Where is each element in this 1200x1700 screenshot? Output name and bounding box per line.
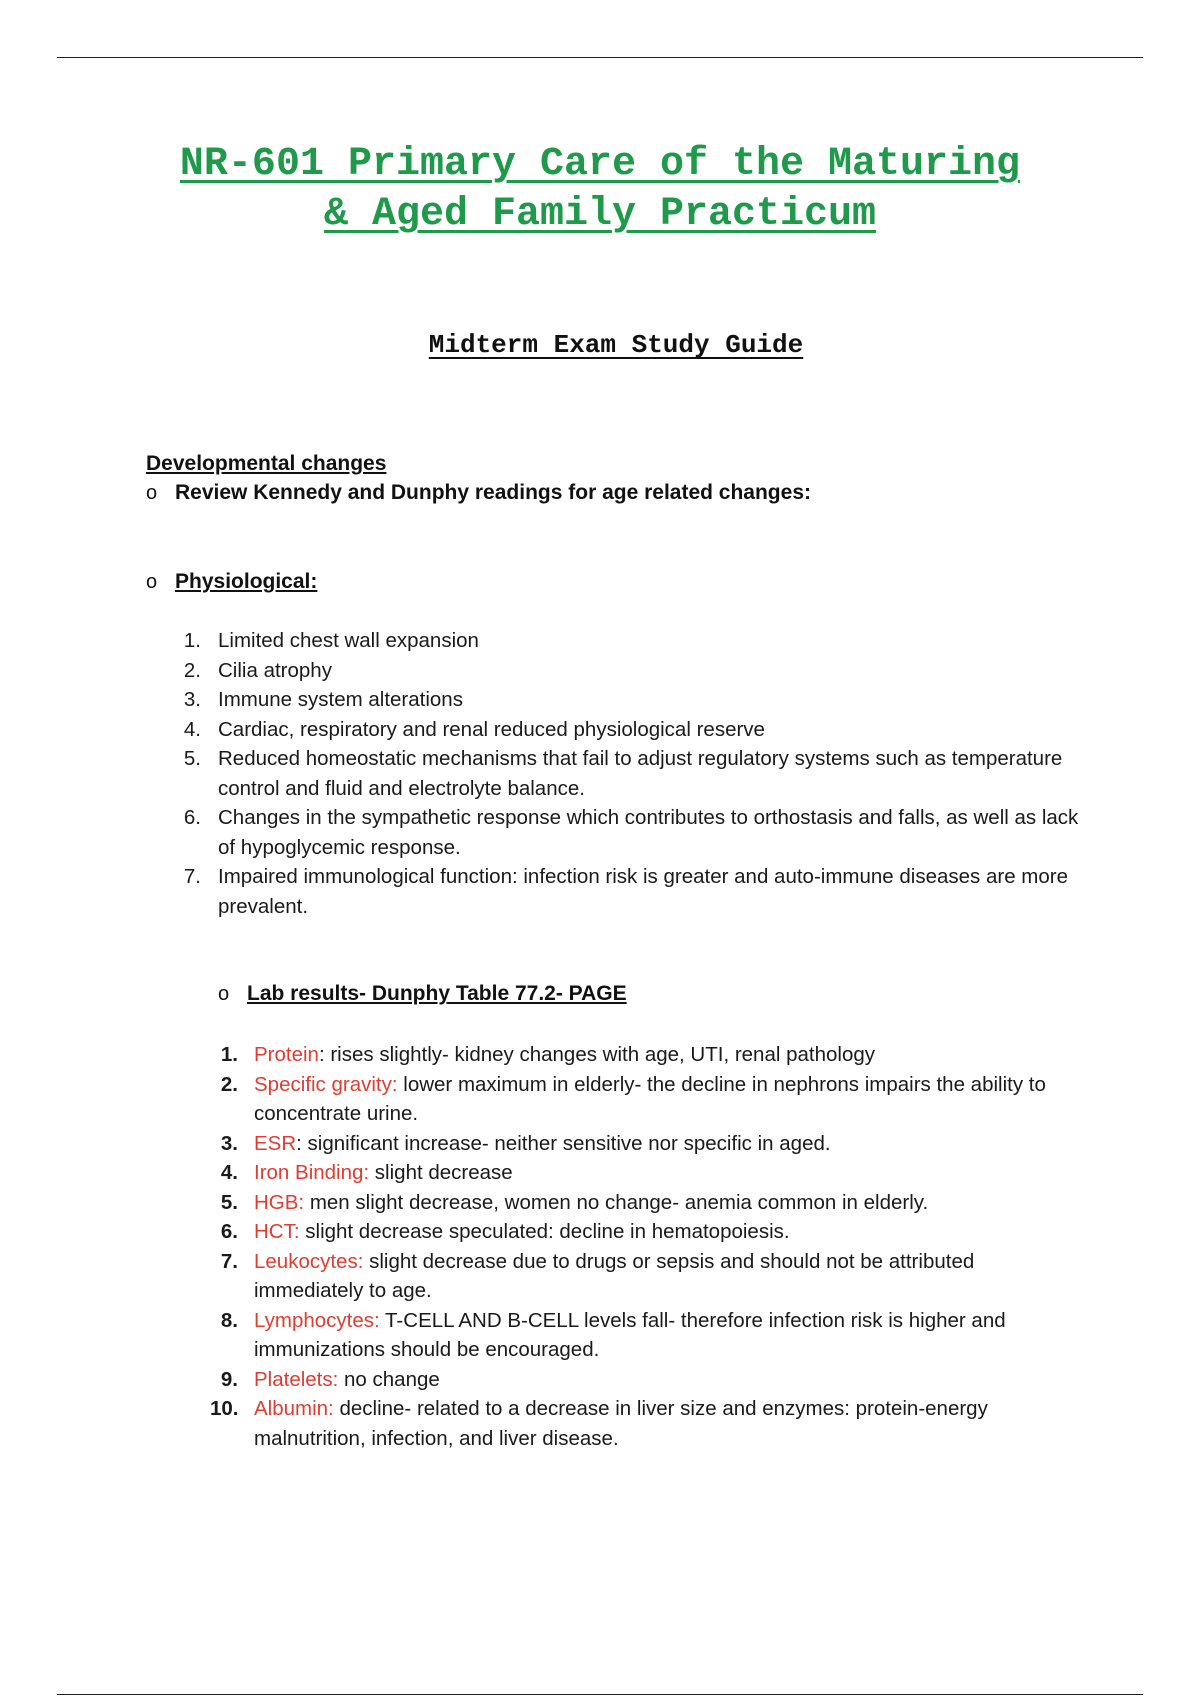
lab-description: T-CELL AND B-CELL levels fall- therefore infection risk is higher and immunizations should be encouraged. [254, 1308, 1006, 1361]
list-item [174, 656, 1094, 686]
lab-results-list [210, 1040, 1060, 1453]
bottom-rule [57, 1694, 1143, 1695]
title-line-2: & Aged Family Practicum [323, 192, 877, 237]
lab-description: slight decrease [369, 1161, 513, 1184]
item-text [254, 1394, 1060, 1453]
item-number: 5. [183, 747, 201, 770]
item-number: 8. [220, 1308, 238, 1332]
item-number: 1. [183, 629, 201, 652]
item-text [254, 1188, 1060, 1218]
item-number: 4. [220, 1161, 238, 1184]
item-text: Changes in the sympathetic response which contributes to orthostasis and falls, as well as lack of hypoglycemic response. [218, 806, 1079, 859]
lab-results-bullet [218, 982, 627, 1006]
review-bullet [146, 481, 811, 505]
item-number: 3. [183, 688, 201, 711]
item-number: 1. [220, 1043, 238, 1066]
item-text [254, 1365, 1060, 1395]
lab-description: : rises slightly- kidney changes with age, UTI, renal pathology [318, 1043, 876, 1066]
item-text: Limited chest wall expansion [218, 629, 479, 652]
list-item [174, 685, 1094, 715]
lab-term: HCT: [254, 1220, 300, 1243]
lab-term: Platelets: [254, 1367, 339, 1391]
item-text [254, 1070, 1060, 1129]
list-item [174, 626, 1094, 656]
lab-term: Albumin: [254, 1397, 334, 1420]
hollow-bullet-icon: o [218, 983, 230, 1005]
lab-term: Specific gravity: [254, 1072, 398, 1096]
item-number: 3. [220, 1131, 238, 1155]
hollow-bullet-icon: o [146, 571, 158, 593]
lab-term: Lymphocytes: [254, 1308, 380, 1332]
top-rule [57, 57, 1143, 58]
item-text: Reduced homeostatic mechanisms that fail to adjust regulatory systems such as temperature control and fluid and electrolyte balance. [218, 747, 1063, 800]
lab-term: Leukocytes: [254, 1249, 364, 1273]
list-item [210, 1158, 1060, 1188]
item-text [254, 1040, 1060, 1070]
item-number: 2. [183, 658, 201, 682]
review-text: Review Kennedy and Dunphy readings for age related changes: [175, 481, 811, 504]
lab-description: lower maximum in elderly- the decline in nephrons impairs the ability to concentrate urine. [254, 1072, 1046, 1125]
item-number: 9. [220, 1367, 238, 1391]
lab-description: men slight decrease, women no change- anemia common in elderly. [304, 1190, 929, 1214]
item-number: 6. [220, 1220, 238, 1243]
list-item [174, 862, 1094, 921]
list-item [210, 1247, 1060, 1306]
lab-description: no change [338, 1367, 440, 1391]
list-item [210, 1365, 1060, 1395]
item-text: Cilia atrophy [218, 658, 332, 682]
item-number: 5. [220, 1190, 238, 1214]
item-number: 10. [210, 1397, 239, 1420]
lab-description: : significant increase- neither sensitive nor specific in aged. [296, 1131, 831, 1155]
list-item [174, 744, 1094, 803]
lab-term: Protein [254, 1043, 319, 1066]
list-item [210, 1306, 1060, 1365]
item-text [254, 1217, 1060, 1247]
lab-term: ESR [254, 1131, 297, 1155]
hollow-bullet-icon: o [146, 482, 158, 504]
document-title [0, 140, 1200, 240]
item-number: 6. [183, 806, 201, 829]
lab-results-label: Lab results- Dunphy Table 77.2- PAGE [247, 982, 627, 1005]
list-item [210, 1217, 1060, 1247]
item-text: Cardiac, respiratory and renal reduced physiological reserve [218, 717, 765, 741]
title-line-1: NR-601 Primary Care of the Maturing [179, 142, 1021, 187]
list-item [210, 1394, 1060, 1453]
lab-description: decline- related to a decrease in liver size and enzymes: protein-energy malnutrition, infection, and liver disease. [254, 1397, 988, 1450]
list-item [174, 715, 1094, 745]
item-text [254, 1129, 1060, 1159]
item-text: Impaired immunological function: infection risk is greater and auto-immune diseases are more prevalent. [218, 865, 1069, 918]
list-item [210, 1070, 1060, 1129]
lab-description: slight decrease speculated: decline in hematopoiesis. [299, 1220, 790, 1243]
physiological-label: Physiological: [175, 570, 318, 593]
physiological-bullet [146, 570, 317, 594]
document-subtitle [0, 330, 1200, 360]
list-item [210, 1188, 1060, 1218]
physiological-list [174, 626, 1094, 921]
item-text: Immune system alterations [218, 688, 463, 711]
item-number: 7. [220, 1249, 238, 1273]
list-item [174, 803, 1094, 862]
lab-term: HGB: [254, 1190, 305, 1214]
item-text [254, 1247, 1060, 1306]
section-heading: Developmental changes [146, 452, 387, 475]
item-text [254, 1306, 1060, 1365]
item-number: 7. [183, 865, 201, 888]
list-item [210, 1129, 1060, 1159]
lab-description: slight decrease due to drugs or sepsis and should not be attributed immediately to age. [254, 1249, 975, 1302]
subtitle-text: Midterm Exam Study Guide [428, 330, 804, 360]
item-text [254, 1158, 1060, 1188]
item-number: 4. [183, 717, 201, 741]
lab-term: Iron Binding: [254, 1161, 370, 1184]
list-item [210, 1040, 1060, 1070]
item-number: 2. [220, 1072, 238, 1096]
